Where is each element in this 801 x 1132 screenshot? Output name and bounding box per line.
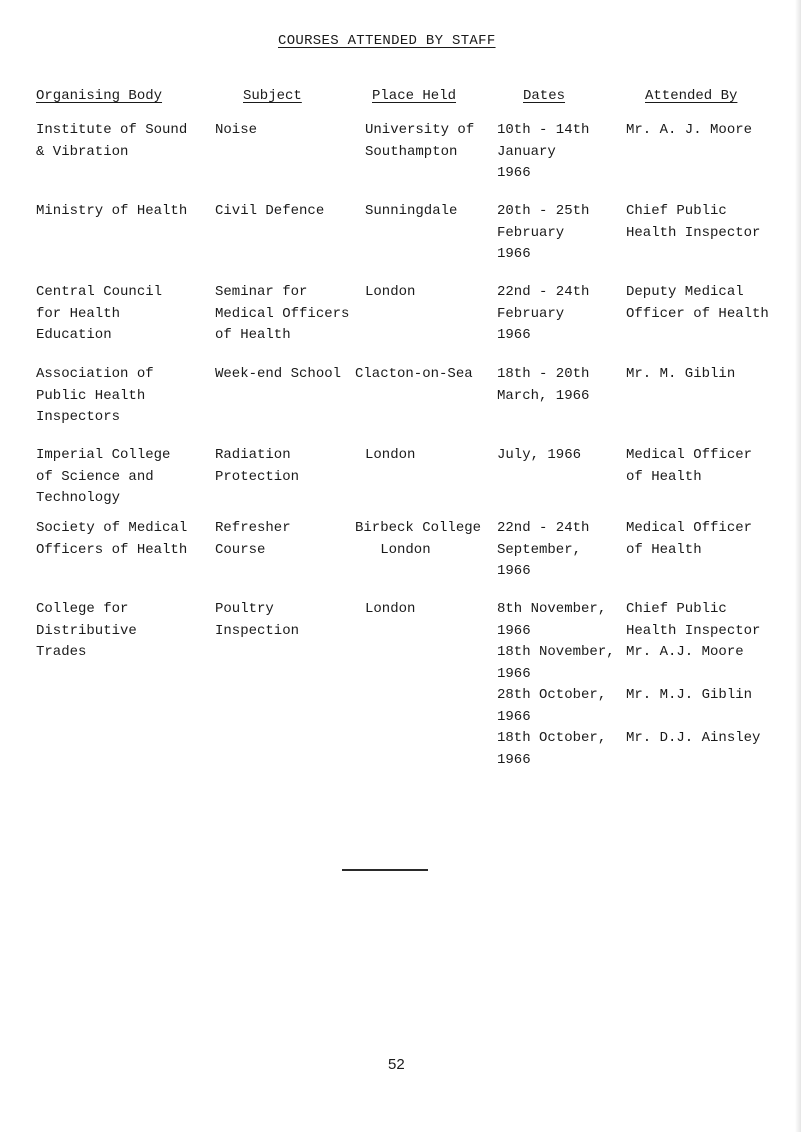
page-number: 52: [388, 1056, 405, 1073]
cell-subject: Refresher Course: [215, 520, 291, 558]
cell-place-held: London: [365, 601, 416, 617]
cell-organising-body: Central Council for Health Education: [36, 284, 163, 343]
cell-organising-body: Institute of Sound & Vibration: [36, 122, 188, 160]
cell-organising-body: Association of Public Health Inspectors: [36, 366, 154, 425]
page-title: COURSES ATTENDED BY STAFF: [278, 33, 496, 49]
cell-dates: July, 1966: [497, 447, 582, 463]
cell-subject: Noise: [215, 122, 258, 138]
cell-attended-by: Medical Officer of Health: [626, 447, 753, 485]
cell-attended-by: Mr. M. Giblin: [626, 366, 736, 382]
scan-edge-shadow: [795, 0, 801, 1132]
cell-attended-by: Deputy Medical Officer of Health: [626, 284, 769, 322]
cell-subject: Seminar for Medical Officers of Health: [215, 284, 350, 343]
cell-subject: Poultry Inspection: [215, 601, 300, 639]
cell-place-held: University of Southampton: [365, 122, 475, 160]
cell-dates: 10th - 14th January 1966: [497, 122, 590, 181]
column-header-dates: Dates: [523, 88, 566, 104]
cell-attended-by: Chief Public Health Inspector: [626, 203, 761, 241]
cell-organising-body: Ministry of Health: [36, 203, 188, 219]
cell-dates: 20th - 25th February 1966: [497, 203, 590, 262]
cell-place-held: Clacton-on-Sea: [355, 366, 473, 382]
column-header-subject: Subject: [243, 88, 302, 104]
cell-attended-by: Chief Public Health Inspector Mr. A.J. Moore Mr. M.J. Giblin Mr. D.J. Ainsley: [626, 601, 761, 746]
footer-divider: [342, 869, 428, 871]
cell-place-held: Birbeck College London: [355, 520, 482, 558]
cell-place-held: London: [365, 447, 416, 463]
cell-subject: Civil Defence: [215, 203, 325, 219]
cell-dates: 22nd - 24th February 1966: [497, 284, 590, 343]
cell-place-held: London: [365, 284, 416, 300]
cell-attended-by: Mr. A. J. Moore: [626, 122, 753, 138]
cell-organising-body: Society of Medical Officers of Health: [36, 520, 188, 558]
cell-dates: 22nd - 24th September, 1966: [497, 520, 590, 579]
cell-subject: Week-end School: [215, 366, 342, 382]
cell-place-held: Sunningdale: [365, 203, 458, 219]
cell-subject: Radiation Protection: [215, 447, 300, 485]
cell-organising-body: College for Distributive Trades: [36, 601, 137, 660]
column-header-place-held: Place Held: [372, 88, 457, 104]
cell-dates: 8th November, 1966 18th November, 1966 28th October, 1966 18th October, 1966: [497, 601, 615, 768]
cell-organising-body: Imperial College of Science and Technology: [36, 447, 171, 506]
cell-dates: 18th - 20th March, 1966: [497, 366, 590, 404]
cell-attended-by: Medical Officer of Health: [626, 520, 753, 558]
column-header-attended-by: Attended By: [645, 88, 738, 104]
column-header-organising-body: Organising Body: [36, 88, 163, 104]
